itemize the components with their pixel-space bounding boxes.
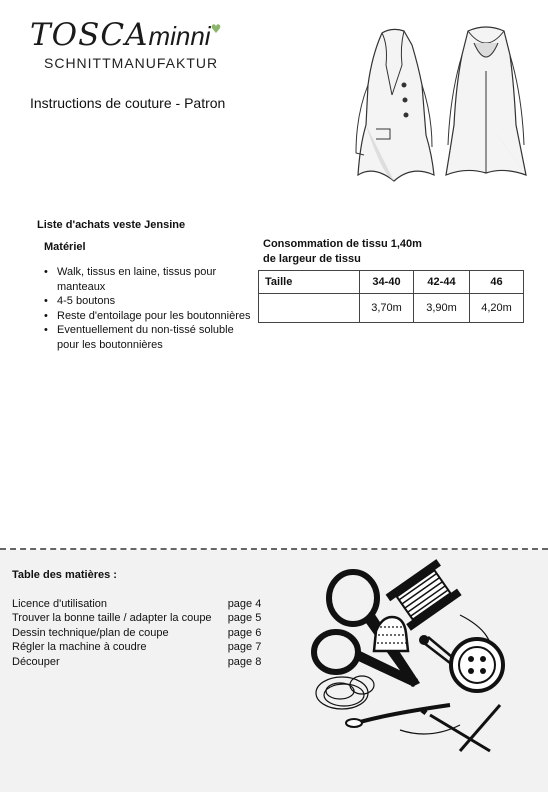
brand-logo xyxy=(30,12,230,71)
toc-entry-page: page 4 xyxy=(227,598,262,610)
list-item: • Reste d'entoilage pour les boutonnières xyxy=(41,309,256,324)
fabric-table xyxy=(258,270,524,323)
table-cell: 4,20m xyxy=(470,294,524,323)
shopping-list-title: Liste d'achats veste Jensine xyxy=(37,219,186,231)
toc-title: Table des matières : xyxy=(12,569,117,581)
document-title: Instructions de couture - Patron xyxy=(30,95,226,111)
table-header-row xyxy=(259,271,524,294)
toc-entry-page: page 6 xyxy=(227,626,262,639)
coat-back-icon xyxy=(442,25,528,183)
list-item: • Walk, tissus en laine, tissus pour manteaux xyxy=(41,265,256,294)
table-header-cell: Taille xyxy=(259,271,360,294)
toc-entry-label: Dessin technique/plan de coupe xyxy=(12,626,169,639)
toc-entry-label: Découper xyxy=(12,655,60,668)
toc-entry-page: page 8 xyxy=(227,655,262,668)
fabric-title-line1: Consommation de tissu 1,40m xyxy=(263,238,422,250)
list-item: • Eventuellement du non-tissé soluble pour les boutonnières xyxy=(41,323,256,352)
brand-name-part1: TOSCA xyxy=(30,17,149,53)
brand-name xyxy=(30,12,230,53)
fabric-title-line2: de largeur de tissu xyxy=(263,252,361,265)
table-header-cell: 42-44 xyxy=(414,271,470,294)
table-cell xyxy=(259,294,360,323)
toc-entry xyxy=(12,640,272,654)
toc-entry-label: Trouver la bonne taille / adapter la coupe xyxy=(12,612,212,625)
toc-entry-page: page 7 xyxy=(227,641,262,654)
toc-entry xyxy=(12,611,272,625)
brand-tagline: SCHNITTMANUFAKTUR xyxy=(44,55,219,71)
toc-entry xyxy=(12,655,272,669)
heart-icon: ♥ xyxy=(210,22,223,36)
toc-entry xyxy=(12,626,272,640)
table-header-cell: 46 xyxy=(470,271,524,294)
table-cell: 3,90m xyxy=(414,294,470,323)
toc-list xyxy=(12,597,272,669)
coat-front-icon xyxy=(352,25,438,183)
material-list xyxy=(41,265,256,352)
table-cell: 3,70m xyxy=(360,294,414,323)
material-title: Matériel xyxy=(44,241,86,253)
toc-entry-page: page 5 xyxy=(227,612,262,625)
list-item: • 4-5 boutons xyxy=(41,294,256,309)
toc-entry-label: Régler la machine à coudre xyxy=(12,641,147,654)
toc-entry-label: Licence d'utilisation xyxy=(12,598,108,610)
table-header-cell: 34-40 xyxy=(360,271,414,294)
brand-name-part2: minni xyxy=(148,21,211,51)
fabric-consumption-title xyxy=(263,237,443,266)
sewing-tools-icon xyxy=(300,555,510,755)
toc-entry xyxy=(12,597,272,611)
table-row xyxy=(259,294,524,323)
